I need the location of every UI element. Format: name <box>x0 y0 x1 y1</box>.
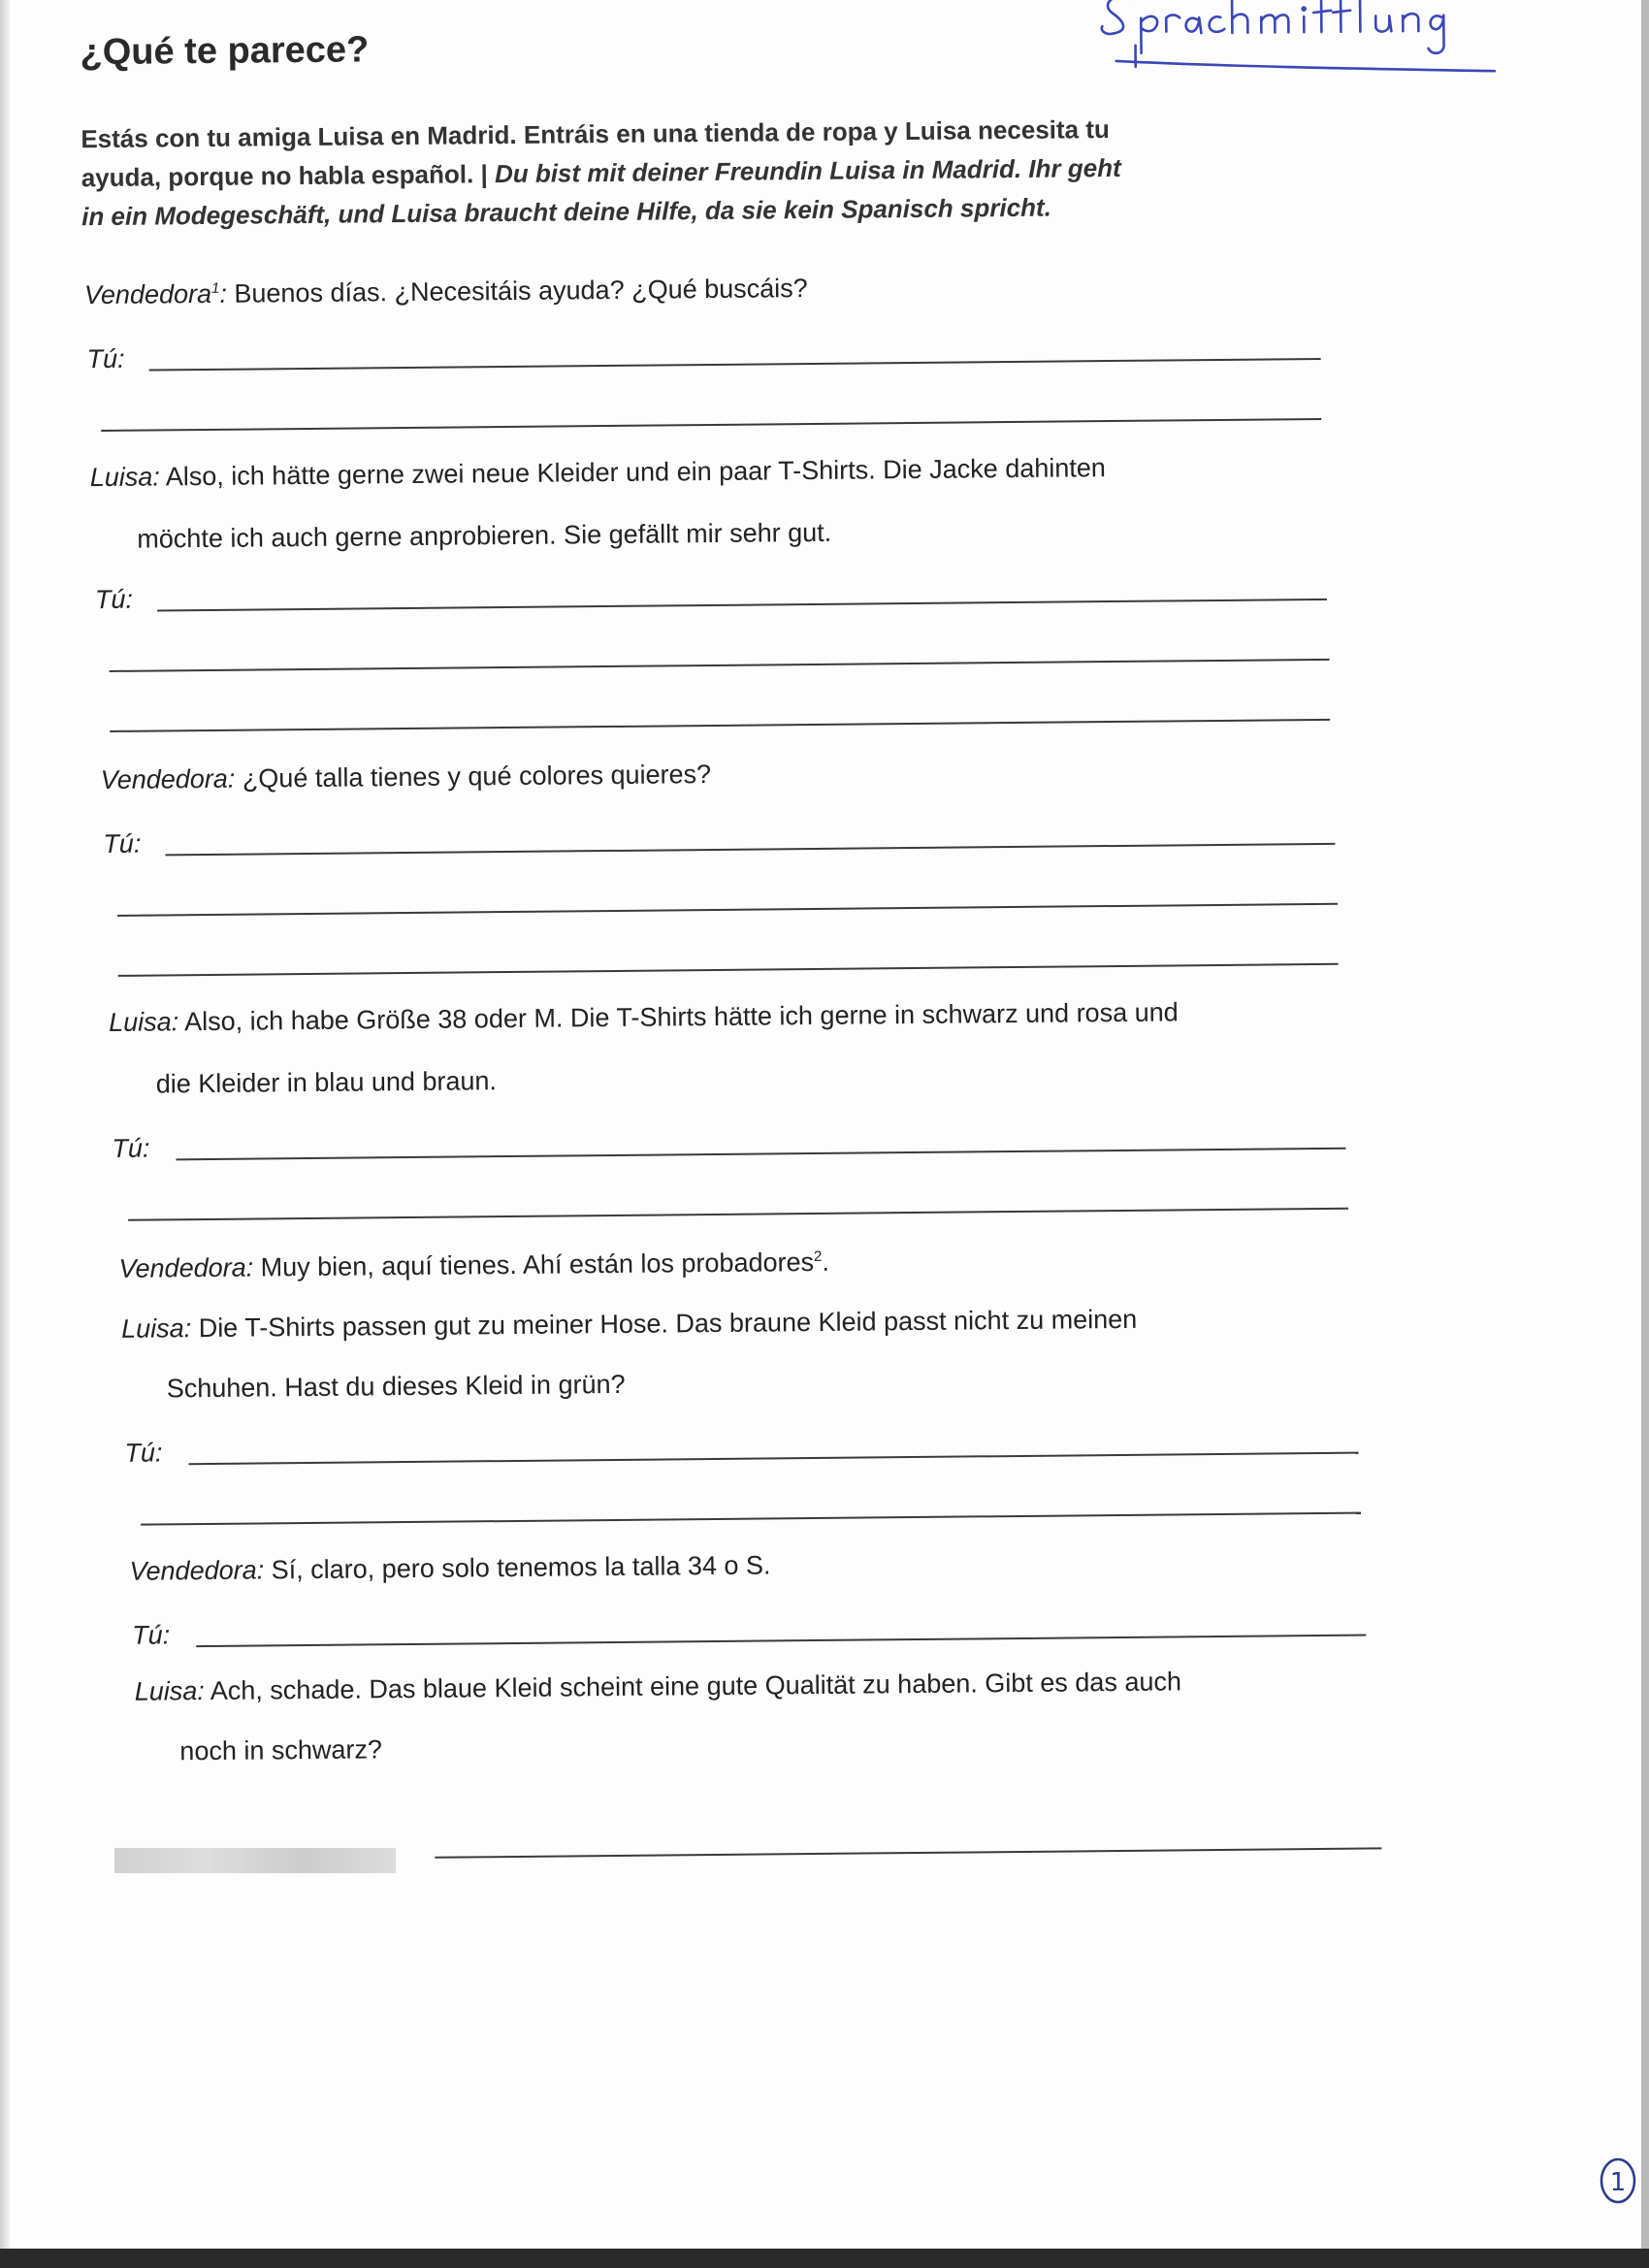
dialogue-vendedora-4 <box>129 1550 770 1586</box>
answer-line[interactable] <box>141 1512 1361 1526</box>
speaker-label: Vendedora: <box>118 1252 254 1283</box>
dialogue-text: Also, ich hätte gerne zwei neue Kleider und ein paar T-Shirts. Die Jacke dahinten <box>165 453 1106 492</box>
footnote-marker-2: 2 <box>813 1247 823 1266</box>
answer-line[interactable] <box>110 659 1330 672</box>
answer-line[interactable] <box>176 1148 1345 1161</box>
speaker-label: Vendedora: <box>100 763 236 795</box>
page-number: 1 <box>1609 2168 1627 2197</box>
footnote-marker-1: 1 <box>210 279 220 297</box>
speaker-label: Luisa: <box>121 1313 192 1344</box>
answer-label-3: Tú: <box>103 828 142 859</box>
dialogue-luisa-3 <box>121 1305 1137 1345</box>
answer-line[interactable] <box>196 1635 1366 1648</box>
intro-german-end: in ein Modegeschäft, und Luisa braucht deine Hilfe, da sie kein Spanisch spricht. <box>81 192 1052 232</box>
dialogue-luisa-1-continued: möchte ich auch gerne anprobieren. Sie gefällt mir sehr gut. <box>137 517 832 554</box>
answer-line[interactable] <box>117 903 1338 917</box>
page-number-circle <box>1599 2155 1637 2204</box>
speaker-label: Vendedora <box>83 278 212 310</box>
page-title: ¿Qué te parece? <box>80 29 370 74</box>
answer-line[interactable] <box>157 599 1327 612</box>
speaker-label: Luisa: <box>134 1676 205 1706</box>
answer-label-1: Tú: <box>86 343 125 374</box>
dialogue-text: Sí, claro, pero solo tenemos la talla 34 o S. <box>271 1550 771 1585</box>
intro-spanish-end: ayuda, porque no habla español. | <box>81 159 496 193</box>
dialogue-text: Also, ich habe Größe 38 oder M. Die T-Shirts hätte ich gerne in schwarz und rosa und <box>184 997 1179 1037</box>
dialogue-vendedora-2 <box>101 760 712 795</box>
answer-label-5: Tú: <box>124 1438 163 1468</box>
answer-line[interactable] <box>101 418 1321 432</box>
dialogue-luisa-3-continued: Schuhen. Hast du dieses Kleid in grün? <box>166 1369 626 1404</box>
dialogue-text: ¿Qué talla tienes y qué colores quieres? <box>242 760 712 794</box>
dialogue-text: Buenos días. ¿Necesitáis ayuda? ¿Qué buscáis? <box>234 274 808 308</box>
answer-line[interactable] <box>128 1208 1348 1221</box>
answer-line[interactable] <box>165 843 1335 857</box>
intro-line-1: Estás con tu amiga Luisa en Madrid. Entráis en una tienda de ropa y Luisa necesita tu <box>81 114 1110 154</box>
speaker-label: Luisa: <box>89 462 160 493</box>
redacted-label <box>114 1848 396 1873</box>
answer-label-6: Tú: <box>132 1620 171 1650</box>
intro-german-start: Du bist mit deiner Freundin Luisa in Madrid. Ihr geht <box>494 152 1121 189</box>
dialogue-luisa-4-continued: noch in schwarz? <box>179 1734 383 1766</box>
dialogue-text: Ach, schade. Das blaue Kleid scheint eine gute Qualität zu haben. Gibt es das auch <box>210 1667 1182 1705</box>
intro-line-3 <box>81 188 1051 237</box>
dialogue-luisa-2-continued: die Kleider in blau und braun. <box>155 1066 498 1099</box>
dialogue-luisa-4 <box>135 1667 1181 1706</box>
scan-edge-bottom <box>0 2249 1649 2268</box>
scan-edge-right <box>1641 0 1649 2268</box>
speaker-label: Vendedora: <box>129 1555 265 1586</box>
dialogue-vendedora-3: Vendedora: Muy bien, aquí tienes. Ahí están los probadores$^2$. <box>118 1247 830 1283</box>
answer-line[interactable] <box>118 963 1339 977</box>
answer-line[interactable] <box>188 1452 1358 1466</box>
answer-line[interactable] <box>110 719 1330 732</box>
handwritten-note-sprachmittlung <box>1096 0 1563 86</box>
dialogue-text: Muy bien, aquí tienes. Ahí están los probadores <box>260 1247 815 1282</box>
dialogue-vendedora-1: Vendedora$^1$: Buenos días. ¿Necesitáis ayuda? ¿Qué buscáis? <box>83 274 808 310</box>
answer-line[interactable] <box>149 358 1321 372</box>
speaker-label: Luisa: <box>108 1007 179 1037</box>
answer-label-4: Tú: <box>112 1133 150 1163</box>
answer-line[interactable] <box>435 1847 1381 1858</box>
dialogue-luisa-2 <box>109 997 1179 1038</box>
dialogue-luisa-1 <box>90 453 1106 493</box>
answer-label-2: Tú: <box>94 584 134 615</box>
dialogue-text: Die T-Shirts passen gut zu meiner Hose. Das braune Kleid passt nicht zu meinen <box>198 1304 1138 1344</box>
